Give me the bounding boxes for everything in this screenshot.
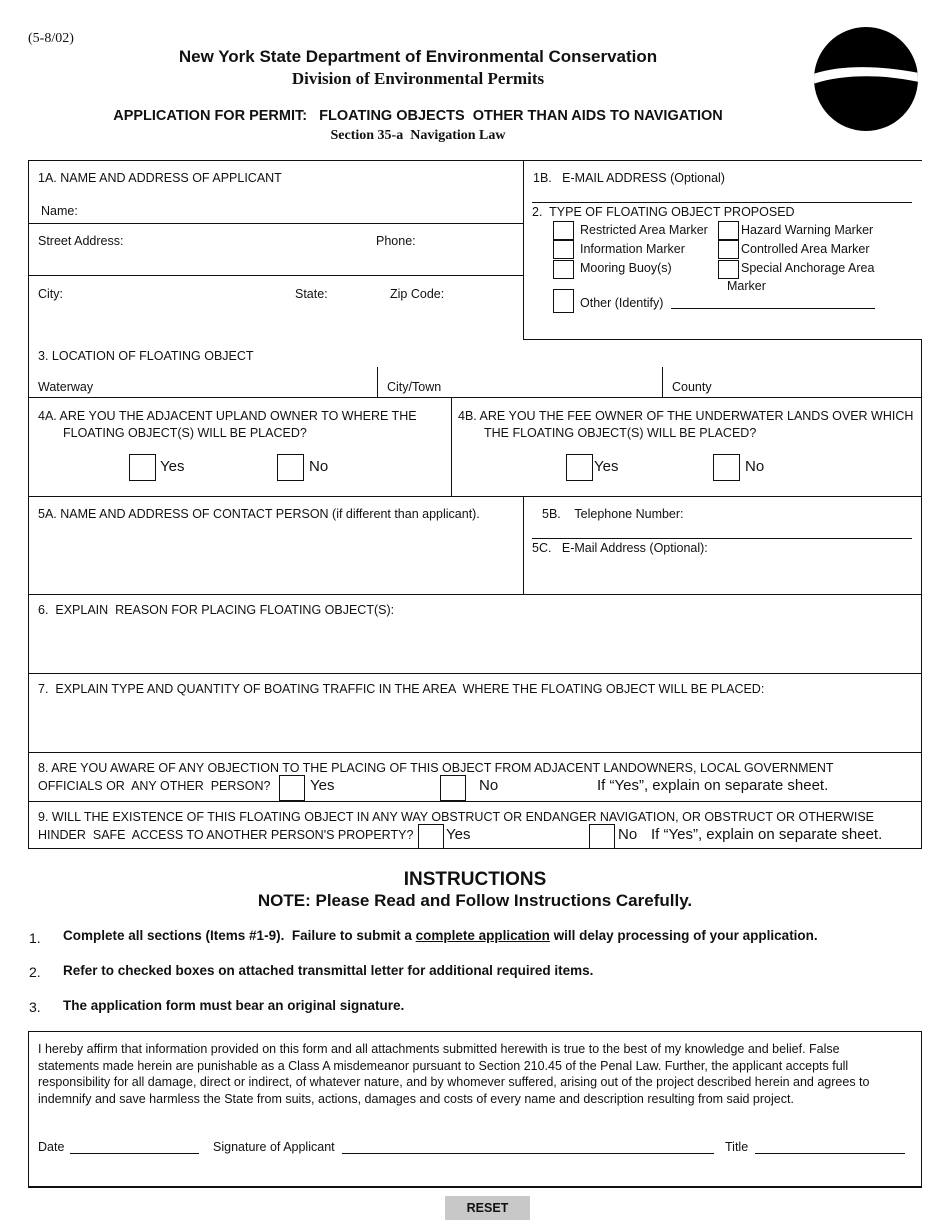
other-identify-field[interactable] — [671, 308, 875, 309]
section-7-label: 7. EXPLAIN TYPE AND QUANTITY OF BOATING TRAFFIC IN THE AREA WHERE THE FLOATING OBJECT WILL BE PLACED: — [38, 682, 765, 696]
division-name: Division of Environmental Permits — [291, 69, 545, 88]
section-6-label: 6. EXPLAIN REASON FOR PLACING FLOATING OBJECT(S): — [38, 603, 395, 617]
4b-no-label: No — [745, 458, 765, 475]
section-4a-label-cont: FLOATING OBJECT(S) WILL BE PLACED? — [63, 426, 307, 440]
4a-yes-label: Yes — [160, 458, 185, 475]
8-yes-checkbox[interactable] — [279, 775, 305, 801]
section-4b-label-cont: THE FLOATING OBJECT(S) WILL BE PLACED? — [484, 426, 757, 440]
section-8-label: 8. ARE YOU AWARE OF ANY OBJECTION TO THE PLACING OF THIS OBJECT FROM ADJACENT LANDOWNERS, LOCAL GOVERNMENT — [38, 761, 834, 775]
8-explain-note: If “Yes”, explain on separate sheet. — [597, 777, 829, 794]
controlled-area-checkbox[interactable] — [718, 240, 739, 259]
street-address-label: Street Address: — [38, 234, 124, 248]
section-3-label: 3. LOCATION OF FLOATING OBJECT — [38, 349, 254, 363]
section-5c-label: 5C. E-Mail Address (Optional): — [532, 541, 708, 555]
complete-application-text: complete application — [415, 928, 550, 943]
instructions-note: NOTE: Please Read and Follow Instructions Carefully. — [257, 891, 693, 910]
4b-yes-checkbox[interactable] — [566, 454, 593, 481]
instruction-item-2: Refer to checked boxes on attached transmittal letter for additional required items. — [63, 963, 594, 978]
date-label: Date — [38, 1140, 65, 1154]
4a-no-label: No — [309, 458, 329, 475]
signature-label: Signature of Applicant — [213, 1140, 335, 1154]
section-4b-label: 4B. ARE YOU THE FEE OWNER OF THE UNDERWATER LANDS OVER WHICH — [458, 409, 914, 423]
4a-yes-checkbox[interactable] — [129, 454, 156, 481]
restricted-area-checkbox[interactable] — [553, 221, 574, 240]
instruction-item-1: Complete all sections (Items #1-9). Failure to submit a complete application will delay processing of your application. — [63, 928, 818, 943]
special-anchorage-checkbox[interactable] — [718, 260, 739, 279]
section-5b-label: 5B. Telephone Number: — [542, 507, 684, 521]
8-no-label: No — [479, 777, 499, 794]
reset-button[interactable]: RESET — [445, 1196, 530, 1220]
title-label: Title — [725, 1140, 749, 1154]
instruction-number: 2. — [29, 964, 41, 980]
affirmation-text: I hereby affirm that information provided on this form and all attachments submitted herewith is true to the best of my knowledge and belief. False statements made herein are punishable as a Class A misdemeanor pursuant to Section 210.45 of the Penal Law. Further, the applicant accepts full responsibility for all damage, direct or indirect, of whatever nature, and by whomever suffered, arising out of the project described herein and agrees to indemnify and save harmless the State from suits, actions, damages and costs of every name and description resulting from said project. — [38, 1042, 870, 1106]
instructions-heading: INSTRUCTIONS — [403, 869, 547, 890]
restricted-area-label: Restricted Area Marker — [580, 223, 708, 237]
date-field[interactable] — [70, 1153, 199, 1154]
other-identify-label: Other (Identify) — [580, 296, 664, 310]
city-town-label: City/Town — [387, 380, 442, 394]
9-no-checkbox[interactable] — [589, 824, 615, 849]
page-title: APPLICATION FOR PERMIT: FLOATING OBJECTS OTHER THAN AIDS TO NAVIGATION — [113, 108, 723, 124]
mooring-buoy-label: Mooring Buoy(s) — [580, 261, 672, 275]
special-anchorage-label-cont: Marker — [727, 279, 766, 293]
4b-yes-label: Yes — [594, 458, 619, 475]
agency-name: New York State Department of Environmental Conservation — [178, 47, 658, 66]
name-label: Name: — [41, 204, 78, 218]
8-no-checkbox[interactable] — [440, 775, 466, 801]
section-9-label: 9. WILL THE EXISTENCE OF THIS FLOATING OBJECT IN ANY WAY OBSTRUCT OR ENDANGER NAVIGATION, OR OBSTRUCT OR OTHERWISE — [38, 810, 875, 824]
form-code: (5-8/02) — [28, 31, 74, 46]
8-yes-label: Yes — [310, 777, 335, 794]
controlled-area-label: Controlled Area Marker — [741, 242, 870, 256]
section-1a-label: 1A. NAME AND ADDRESS OF APPLICANT — [38, 171, 282, 185]
section-5a-label: 5A. NAME AND ADDRESS OF CONTACT PERSON (if different than applicant). — [38, 507, 480, 521]
special-anchorage-label: Special Anchorage Area — [741, 261, 875, 275]
section-4a-label: 4A. ARE YOU THE ADJACENT UPLAND OWNER TO WHERE THE — [38, 409, 417, 423]
section-8-label-cont: OFFICIALS OR ANY OTHER PERSON? — [38, 779, 271, 793]
9-no-label: No — [618, 826, 638, 843]
instruction-number: 3. — [29, 999, 41, 1015]
state-label: State: — [295, 287, 328, 301]
9-explain-note: If “Yes”, explain on separate sheet. — [651, 826, 883, 843]
zip-code-label: Zip Code: — [390, 287, 445, 301]
instruction-item-3: The application form must bear an original signature. — [63, 998, 405, 1013]
page-subtitle: Section 35-a Navigation Law — [330, 128, 506, 143]
4a-no-checkbox[interactable] — [277, 454, 304, 481]
9-yes-checkbox[interactable] — [418, 824, 444, 849]
4b-no-checkbox[interactable] — [713, 454, 740, 481]
county-label: County — [672, 380, 712, 394]
hazard-warning-label: Hazard Warning Marker — [741, 223, 874, 237]
section-1b-label: 1B. E-MAIL ADDRESS (Optional) — [533, 171, 725, 185]
title-field[interactable] — [755, 1153, 905, 1154]
9-yes-label: Yes — [446, 826, 471, 843]
section-2-label: 2. TYPE OF FLOATING OBJECT PROPOSED — [532, 205, 795, 219]
hazard-warning-checkbox[interactable] — [718, 221, 739, 240]
telephone-field-line[interactable] — [532, 538, 912, 539]
section-9-label-cont: HINDER SAFE ACCESS TO ANOTHER PERSON'S PROPERTY? — [38, 828, 414, 842]
waterway-label: Waterway — [38, 380, 94, 394]
information-marker-label: Information Marker — [580, 242, 685, 256]
other-object-checkbox[interactable] — [553, 289, 574, 313]
information-marker-checkbox[interactable] — [553, 240, 574, 259]
mooring-buoy-checkbox[interactable] — [553, 260, 574, 279]
email-field-line — [532, 202, 912, 203]
city-label: City: — [38, 287, 63, 301]
phone-label: Phone: — [376, 234, 416, 248]
dec-logo — [813, 26, 919, 132]
signature-field[interactable] — [342, 1153, 714, 1154]
instruction-number: 1. — [29, 930, 41, 946]
